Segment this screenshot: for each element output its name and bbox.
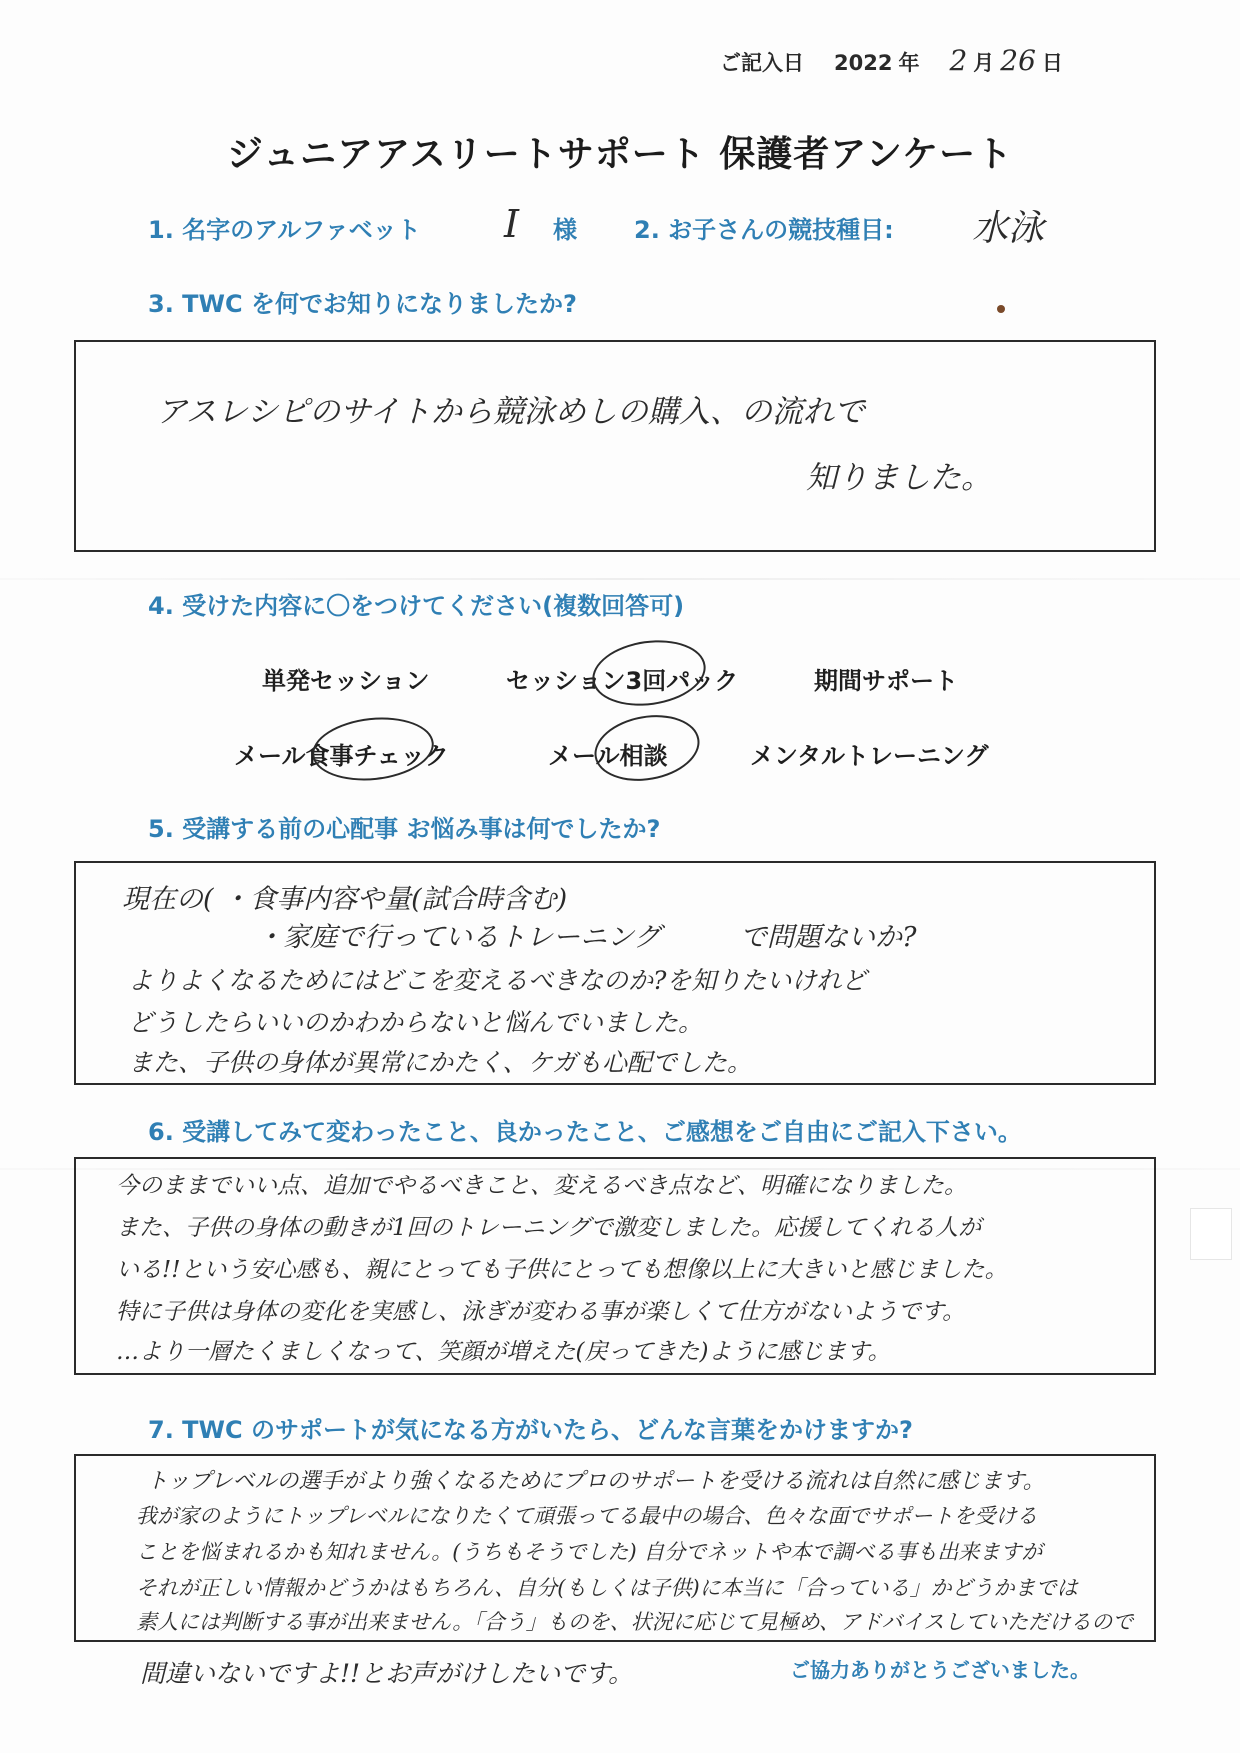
q6-line: いる!!という安心感も、親にとっても子供にとっても想像以上に大きいと感じました。 xyxy=(116,1257,1008,1283)
q6-line: …より一層たくましくなって、笑顔が増えた(戻ってきた)ように感じます。 xyxy=(116,1339,891,1365)
q6-answer-box xyxy=(74,1157,1156,1375)
q6-line: 特に子供は身体の変化を実感し、泳ぎが変わる事が楽しくて仕方がないようです。 xyxy=(116,1299,966,1325)
page-title: ジュニアアスリートサポート 保護者アンケート xyxy=(226,134,1014,175)
q6-label: 6. 受講してみて変わったこと、良かったこと、ご感想をご自由にご記入下さい。 xyxy=(148,1118,1022,1146)
q1-q2-row xyxy=(148,202,1108,250)
q1-answer: I xyxy=(504,202,520,246)
q2-label: 2. お子さんの競技種目: xyxy=(634,216,894,244)
q7-line: 我が家のようにトップレベルになりたくて頑張ってる最中の場合、色々な面でサポートを受ける xyxy=(136,1504,1038,1528)
paper-stain xyxy=(997,305,1005,313)
q5-line: よりよくなるためにはどこを変えるべきなのか?を知りたいけれど xyxy=(128,966,867,995)
q6-line: また、子供の身体の動きが1回のトレーニングで激変しました。応援してくれる人が xyxy=(116,1215,982,1241)
option-mental-training: メンタルトレーニング xyxy=(750,742,989,770)
q5-answer-box xyxy=(74,861,1156,1085)
option-period-support: 期間サポート xyxy=(814,667,958,695)
option-mail-meal-check: メール食事チェック xyxy=(234,742,449,770)
date-label: ご記入日 xyxy=(720,51,804,75)
q5-line: 現在の( ・食事内容や量(試合時含む) xyxy=(122,884,568,915)
q7-answer-box xyxy=(74,1454,1156,1642)
q1-suffix: 様 xyxy=(553,216,577,244)
q3-answer-box xyxy=(74,340,1156,552)
q7-line: それが正しい情報かどうかはもちろん、自分(もしくは子供)に本当に「合っている」かどうかまでは xyxy=(136,1576,1078,1600)
thanks-message: ご協力ありがとうございました。 xyxy=(790,1658,1090,1682)
paper-fold xyxy=(0,578,1240,580)
q3-line: 知りました。 xyxy=(806,460,992,496)
q6-line: 今のままでいい点、追加でやるべきこと、変えるべき点など、明確になりました。 xyxy=(116,1173,967,1199)
q2-answer: 水泳 xyxy=(972,208,1045,249)
date-day-unit: 日 xyxy=(1041,51,1063,75)
option-mail-consult: メール相談 xyxy=(548,742,668,770)
q7-line: トップレベルの選手がより強くなるためにプロのサポートを受ける流れは自然に感じます。 xyxy=(146,1469,1045,1494)
q5-line: また、子供の身体が異常にかたく、ケガも心配でした。 xyxy=(128,1048,753,1077)
date-month: 2 xyxy=(949,44,968,77)
date-day: 26 xyxy=(1000,44,1036,77)
option-3-session-pack: セッション3回パック xyxy=(506,667,739,695)
date-month-unit: 月 xyxy=(973,51,995,75)
q5-line: どうしたらいいのかわからないと悩んでいました。 xyxy=(128,1008,704,1037)
q7-line: 素人には判断する事が出来ません。「合う」ものを、状況に応じて見極め、アドバイスしていただけるので xyxy=(136,1610,1134,1634)
selection-circle xyxy=(589,707,705,788)
entry-date xyxy=(720,44,1063,77)
q7-line: 間違いないですよ!!とお声がけしたいです。 xyxy=(140,1659,634,1688)
date-year: 2022 xyxy=(834,51,893,75)
q5-line: ・家庭で行っているトレーニング xyxy=(256,922,661,953)
selection-circle xyxy=(588,633,710,712)
selection-circle xyxy=(309,712,437,786)
q4-label: 4. 受けた内容に〇をつけてください(複数回答可) xyxy=(148,592,685,620)
q1-label: 1. 名字のアルファベット xyxy=(148,216,421,244)
tape-patch xyxy=(1190,1208,1232,1260)
q3-label: 3. TWC を何でお知りになりましたか? xyxy=(148,290,577,318)
q7-line: ことを悩まれるかも知れません。(うちもそうでした) 自分でネットや本で調べる事も出来ますが xyxy=(136,1540,1043,1564)
q5-line: で問題ないか? xyxy=(740,922,917,953)
option-single-session: 単発セッション xyxy=(262,667,430,695)
q3-line: アスレシピのサイトから競泳めしの購入、の流れで xyxy=(156,394,865,430)
q7-label: 7. TWC のサポートが気になる方がいたら、どんな言葉をかけますか? xyxy=(148,1416,913,1444)
q5-label: 5. 受講する前の心配事 お悩み事は何でしたか? xyxy=(148,815,661,843)
date-year-unit: 年 xyxy=(898,51,920,75)
